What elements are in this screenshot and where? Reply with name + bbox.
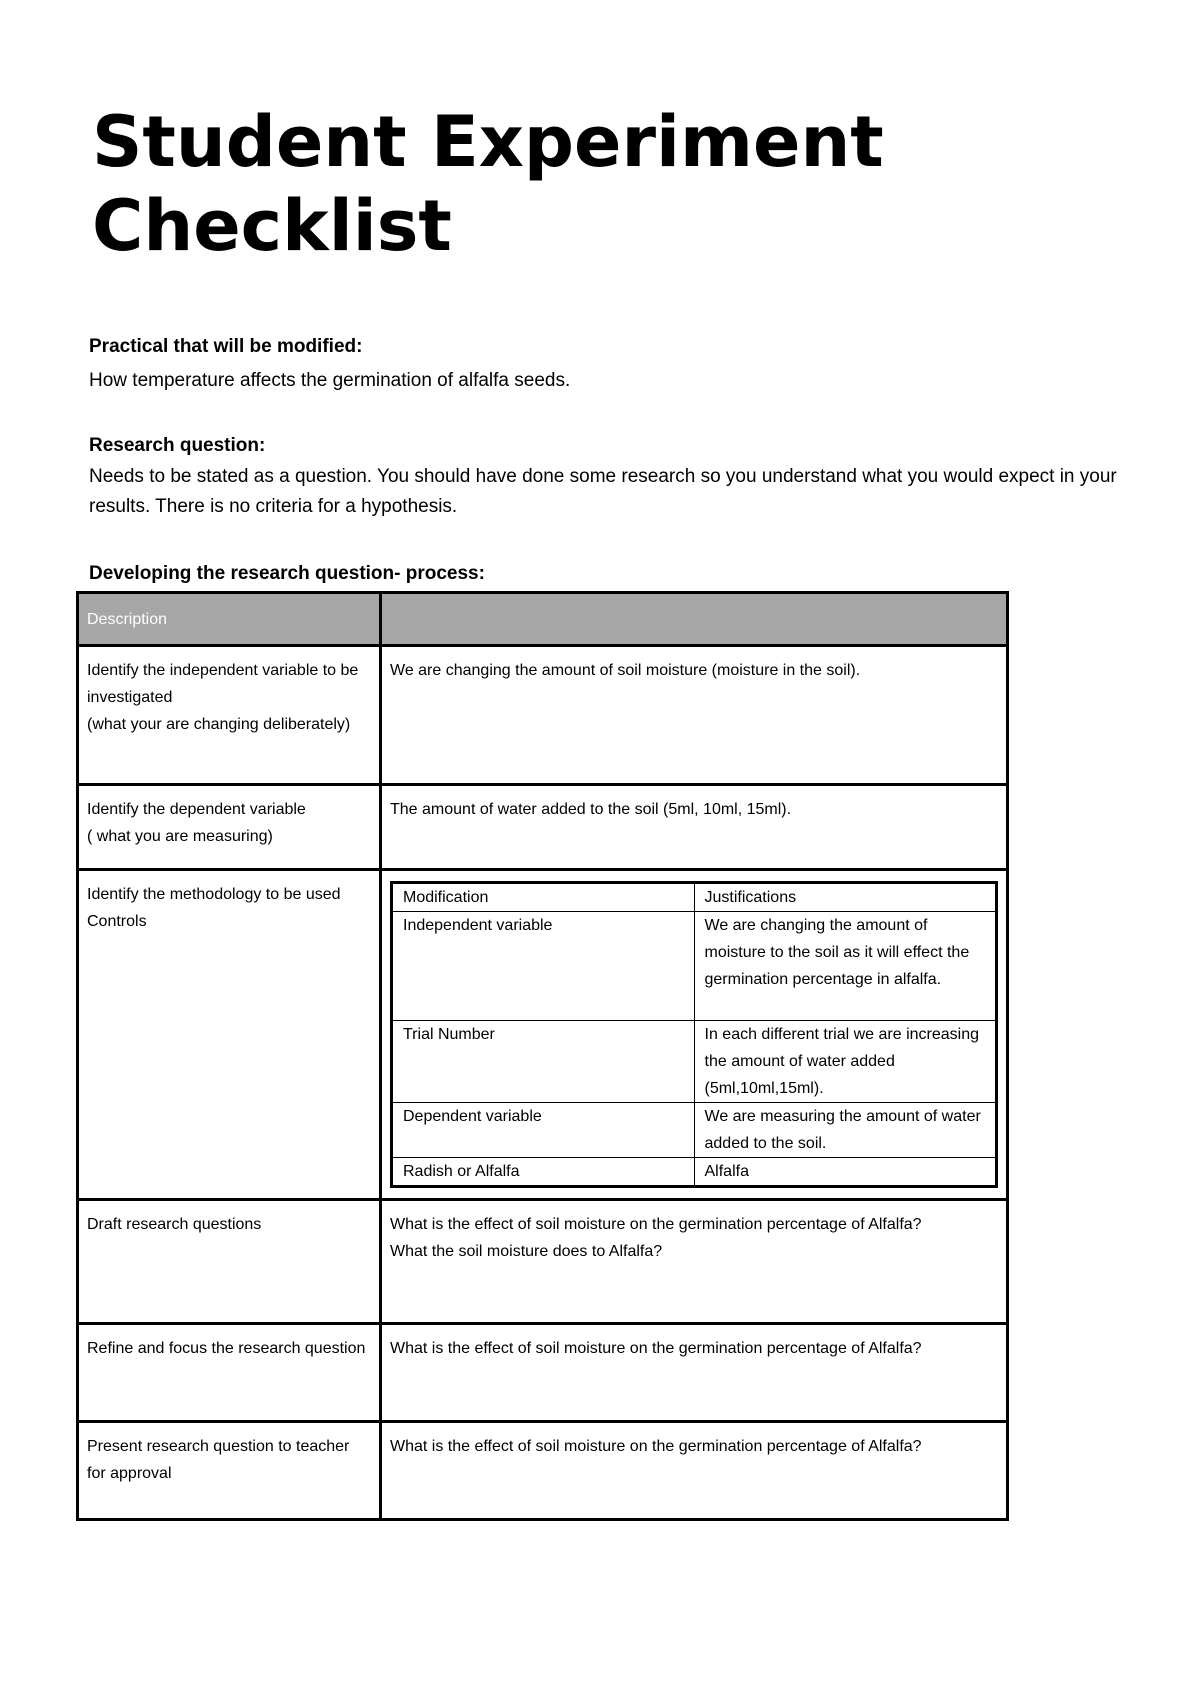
table-row (78, 785, 1008, 870)
response-cell (381, 785, 1008, 870)
table-row (78, 870, 1008, 1200)
table-row (78, 1200, 1008, 1324)
response-line: What is the effect of soil moisture on the germination percentage of Alfalfa? (390, 1340, 922, 1357)
methodology-modification: Radish or Alfalfa (392, 1158, 695, 1187)
description-line: Draft research questions (87, 1216, 262, 1233)
description-line: (what your are changing deliberately) (87, 716, 351, 733)
description-line: ( what you are measuring) (87, 828, 273, 845)
response-line: What is the effect of soil moisture on the germination percentage of Alfalfa? (390, 1216, 922, 1233)
methodology-row (392, 912, 997, 1021)
research-question-text: Needs to be stated as a question. You should have done some research so you understand what you would expect in your results. There is no criteria for a hypothesis. (89, 466, 1117, 517)
description-line: Identify the methodology to be used (87, 886, 341, 903)
response-line: We are changing the amount of soil moisture (moisture in the soil). (390, 662, 861, 679)
response-cell (381, 870, 1008, 1200)
methodology-row (392, 1021, 997, 1103)
methodology-row (392, 1158, 997, 1187)
description-line: Present research question to teacher for approval (87, 1438, 350, 1482)
practical-label: Practical that will be modified: (89, 336, 363, 357)
response-cell (381, 1200, 1008, 1324)
description-cell (78, 785, 381, 870)
methodology-justification: We are measuring the amount of water added to the soil. (694, 1103, 997, 1158)
methodology-header: Justifications (694, 883, 997, 912)
description-cell (78, 646, 381, 785)
description-line: Controls (87, 913, 147, 930)
methodology-modification: Dependent variable (392, 1103, 695, 1158)
table-row (78, 1324, 1008, 1422)
description-cell (78, 1200, 381, 1324)
methodology-justification: Alfalfa (694, 1158, 997, 1187)
header-response (381, 593, 1008, 646)
research-question-label: Research question: (89, 435, 266, 456)
process-table (76, 591, 1009, 1521)
methodology-justification: We are changing the amount of moisture to the soil as it will effect the germination percentage in alfalfa. (694, 912, 997, 1021)
response-line: The amount of water added to the soil (5ml, 10ml, 15ml). (390, 801, 792, 818)
process-label: Developing the research question- process: (89, 563, 485, 584)
methodology-header: Modification (392, 883, 695, 912)
description-cell (78, 870, 381, 1200)
table-row (78, 1422, 1008, 1520)
response-cell (381, 646, 1008, 785)
methodology-modification: Trial Number (392, 1021, 695, 1103)
description-cell (78, 1324, 381, 1422)
header-description: Description (78, 593, 381, 646)
methodology-header-row (392, 883, 997, 912)
table-row (78, 646, 1008, 785)
table-header-row (78, 593, 1008, 646)
page-title: Student Experiment Checklist (92, 101, 884, 267)
description-line: Identify the independent variable to be investigated (87, 662, 359, 706)
response-line: What is the effect of soil moisture on the germination percentage of Alfalfa? (390, 1438, 922, 1455)
description-line: Identify the dependent variable (87, 801, 306, 818)
response-line: What the soil moisture does to Alfalfa? (390, 1243, 663, 1260)
description-line: Refine and focus the research question (87, 1340, 366, 1357)
response-cell (381, 1422, 1008, 1520)
methodology-modification: Independent variable (392, 912, 695, 1021)
methodology-justification: In each different trial we are increasing the amount of water added (5ml,10ml,15ml). (694, 1021, 997, 1103)
practical-value: How temperature affects the germination of alfalfa seeds. (89, 370, 571, 391)
methodology-row (392, 1103, 997, 1158)
description-cell (78, 1422, 381, 1520)
response-cell (381, 1324, 1008, 1422)
methodology-table (390, 881, 998, 1188)
